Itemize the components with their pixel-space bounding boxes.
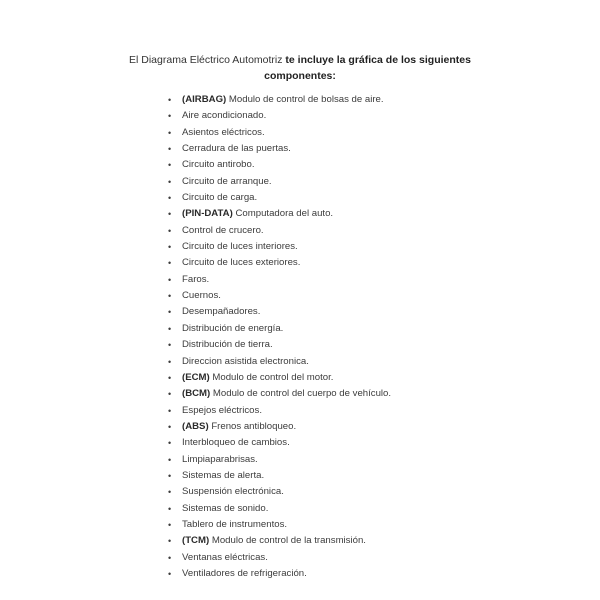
list-item-text: Modulo de control del motor.: [209, 371, 334, 383]
list-item-text: Circuito antirobo.: [182, 159, 255, 171]
list-item: [168, 484, 391, 500]
list-item-text: Modulo de control de la transmisión.: [209, 535, 366, 547]
list-item-text: Frenos antibloqueo.: [208, 420, 297, 432]
list-item-text: Distribución de tierra.: [182, 339, 273, 351]
list-item-text: Cerradura de las puertas.: [182, 143, 291, 155]
list-item: [168, 92, 391, 108]
intro-bold-text: te incluye la gráfica de los siguientes componentes:: [264, 53, 471, 82]
list-item-code: (BCM): [182, 388, 211, 400]
list-item: [168, 206, 391, 222]
list-item-code: (ECM): [182, 371, 210, 383]
list-item-text: Ventanas eléctricas.: [182, 551, 268, 563]
list-item-text: Interbloqueo de cambios.: [182, 437, 290, 449]
list-item: [168, 239, 391, 255]
list-item-text: Distribución de energía.: [182, 322, 284, 334]
list-item: [168, 190, 391, 206]
bullet-icon: •: [168, 242, 172, 253]
list-item: [168, 403, 391, 419]
bullet-icon: •: [168, 552, 172, 563]
list-item-text: Circuito de carga.: [182, 192, 258, 204]
list-item-text: Desempañadores.: [182, 306, 261, 318]
bullet-icon: •: [168, 323, 172, 334]
bullet-icon: •: [168, 536, 172, 547]
list-item-text: Modulo de control de bolsas de aire.: [226, 94, 384, 105]
list-item: [168, 435, 391, 451]
list-item-text: Suspensión electrónica.: [182, 486, 284, 498]
list-item: [168, 288, 391, 304]
bullet-icon: •: [168, 487, 172, 498]
bullet-icon: •: [168, 225, 172, 236]
bullet-icon: •: [168, 144, 172, 155]
intro-normal-text: El Diagrama Eléctrico Automotriz: [129, 53, 286, 66]
list-item: [168, 223, 391, 239]
bullet-icon: •: [168, 454, 172, 465]
list-item-text: Circuito de luces interiores.: [182, 241, 298, 253]
list-item: [168, 370, 391, 386]
bullet-icon: •: [168, 307, 172, 318]
bullet-icon: •: [168, 340, 172, 351]
list-item-code: (AIRBAG): [182, 94, 227, 105]
bullet-icon: •: [168, 372, 172, 383]
bullet-icon: •: [168, 291, 172, 302]
list-item: [168, 452, 391, 468]
bullet-icon: •: [168, 176, 172, 187]
list-item: [168, 419, 391, 435]
list-item-code: (ABS): [182, 420, 209, 432]
bullet-icon: •: [168, 111, 172, 122]
component-list: [168, 92, 391, 582]
list-item: [168, 174, 391, 190]
list-item-text: Computadora del auto.: [232, 208, 334, 220]
list-item: [168, 354, 391, 370]
list-item-text: Control de crucero.: [182, 224, 264, 236]
bullet-icon: •: [168, 95, 172, 105]
list-item-code: (PIN-DATA): [182, 208, 233, 220]
list-item: [168, 157, 391, 173]
list-item: [168, 321, 391, 337]
bullet-icon: •: [168, 389, 172, 400]
list-item-text: Sistemas de alerta.: [182, 469, 265, 481]
list-item: [168, 108, 391, 124]
list-item: [168, 468, 391, 484]
bullet-icon: •: [168, 568, 172, 579]
list-item: [168, 337, 391, 353]
list-item-text: Aire acondicionado.: [182, 110, 267, 122]
bullet-icon: •: [168, 209, 172, 220]
list-item: [168, 272, 391, 288]
list-item-text: Sistemas de sonido.: [182, 502, 269, 514]
list-item: [168, 550, 391, 566]
bullet-icon: •: [168, 438, 172, 449]
list-item-text: Asientos eléctricos.: [182, 126, 265, 138]
list-item-text: Circuito de arranque.: [182, 175, 272, 187]
list-item: [168, 304, 391, 320]
bullet-icon: •: [168, 519, 172, 530]
list-item-text: Ventiladores de refrigeración.: [182, 567, 307, 579]
list-item: [168, 566, 391, 582]
list-item: [168, 141, 391, 157]
bullet-icon: •: [168, 356, 172, 367]
list-item-text: Limpiaparabrisas.: [182, 453, 258, 465]
bullet-icon: •: [168, 421, 172, 432]
list-item: [168, 501, 391, 517]
bullet-icon: •: [168, 274, 172, 285]
intro-paragraph: [110, 52, 490, 84]
list-item-text: Tablero de instrumentos.: [182, 518, 288, 530]
list-item-text: Circuito de luces exteriores.: [182, 257, 301, 269]
bullet-icon: •: [168, 470, 172, 481]
bullet-icon: •: [168, 503, 172, 514]
bullet-icon: •: [168, 405, 172, 416]
list-item: [168, 386, 391, 402]
list-item-text: Cuernos.: [182, 290, 221, 302]
list-item: [168, 533, 391, 549]
list-item-text: Modulo de control del cuerpo de vehículo.: [210, 388, 392, 400]
list-item-text: Espejos eléctricos.: [182, 404, 262, 416]
bullet-icon: •: [168, 127, 172, 138]
list-item: [168, 125, 391, 141]
bullet-icon: •: [168, 160, 172, 171]
list-item-text: Faros.: [182, 273, 210, 285]
list-item-code: (TCM): [182, 535, 210, 547]
list-item: [168, 255, 391, 271]
list-item-text: Direccion asistida electronica.: [182, 355, 309, 367]
list-item: [168, 517, 391, 533]
bullet-icon: •: [168, 193, 172, 204]
bullet-icon: •: [168, 258, 172, 269]
